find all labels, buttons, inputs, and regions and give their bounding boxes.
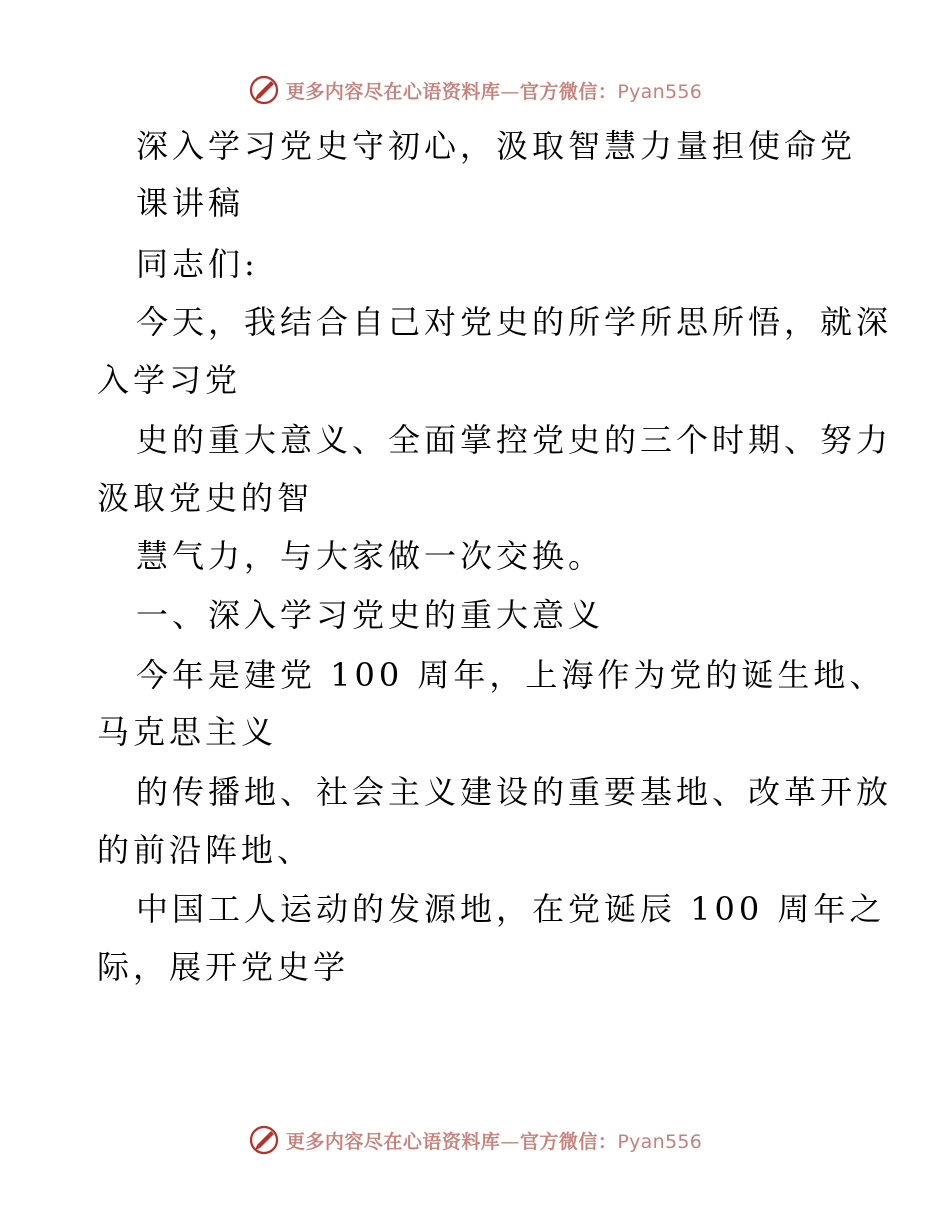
header-watermark	[0, 70, 950, 110]
watermark-text: 更多内容尽在心语资料库—官方微信：Pyan556	[285, 1130, 703, 1153]
title-line-1: 深入学习党史守初心，汲取智慧力量担使命党	[136, 127, 857, 165]
paragraph-line: 史的重大意义、全面掌控党史的三个时期、努力	[136, 421, 893, 459]
pen-logo-icon	[248, 1124, 280, 1156]
paragraph-line: 的传播地、社会主义建设的重要基地、改革开放	[136, 773, 893, 811]
paragraph-line: 今年是建党 100 周年，上海作为党的诞生地、	[136, 656, 886, 694]
footer-watermark	[0, 1120, 950, 1160]
pen-logo-icon	[248, 74, 280, 106]
paragraph-line: 的前沿阵地、	[97, 831, 314, 869]
paragraph-line: 慧气力，与大家做一次交换。	[136, 537, 605, 575]
title-line-2: 课讲稿	[136, 184, 245, 222]
paragraph-line: 入学习党	[97, 361, 242, 399]
salutation: 同志们:	[136, 245, 259, 283]
paragraph-line: 今天，我结合自己对党史的所学所思所悟，就深	[136, 303, 893, 341]
section-heading: 一、深入学习党史的重大意义	[136, 596, 605, 634]
paragraph-line: 中国工人运动的发源地，在党诞辰 100 周年之	[136, 890, 886, 928]
watermark-text: 更多内容尽在心语资料库—官方微信：Pyan556	[285, 80, 703, 103]
paragraph-line: 马克思主义	[97, 713, 278, 751]
paragraph-line: 际，展开党史学	[97, 948, 350, 986]
paragraph-line: 汲取党史的智	[97, 479, 314, 517]
